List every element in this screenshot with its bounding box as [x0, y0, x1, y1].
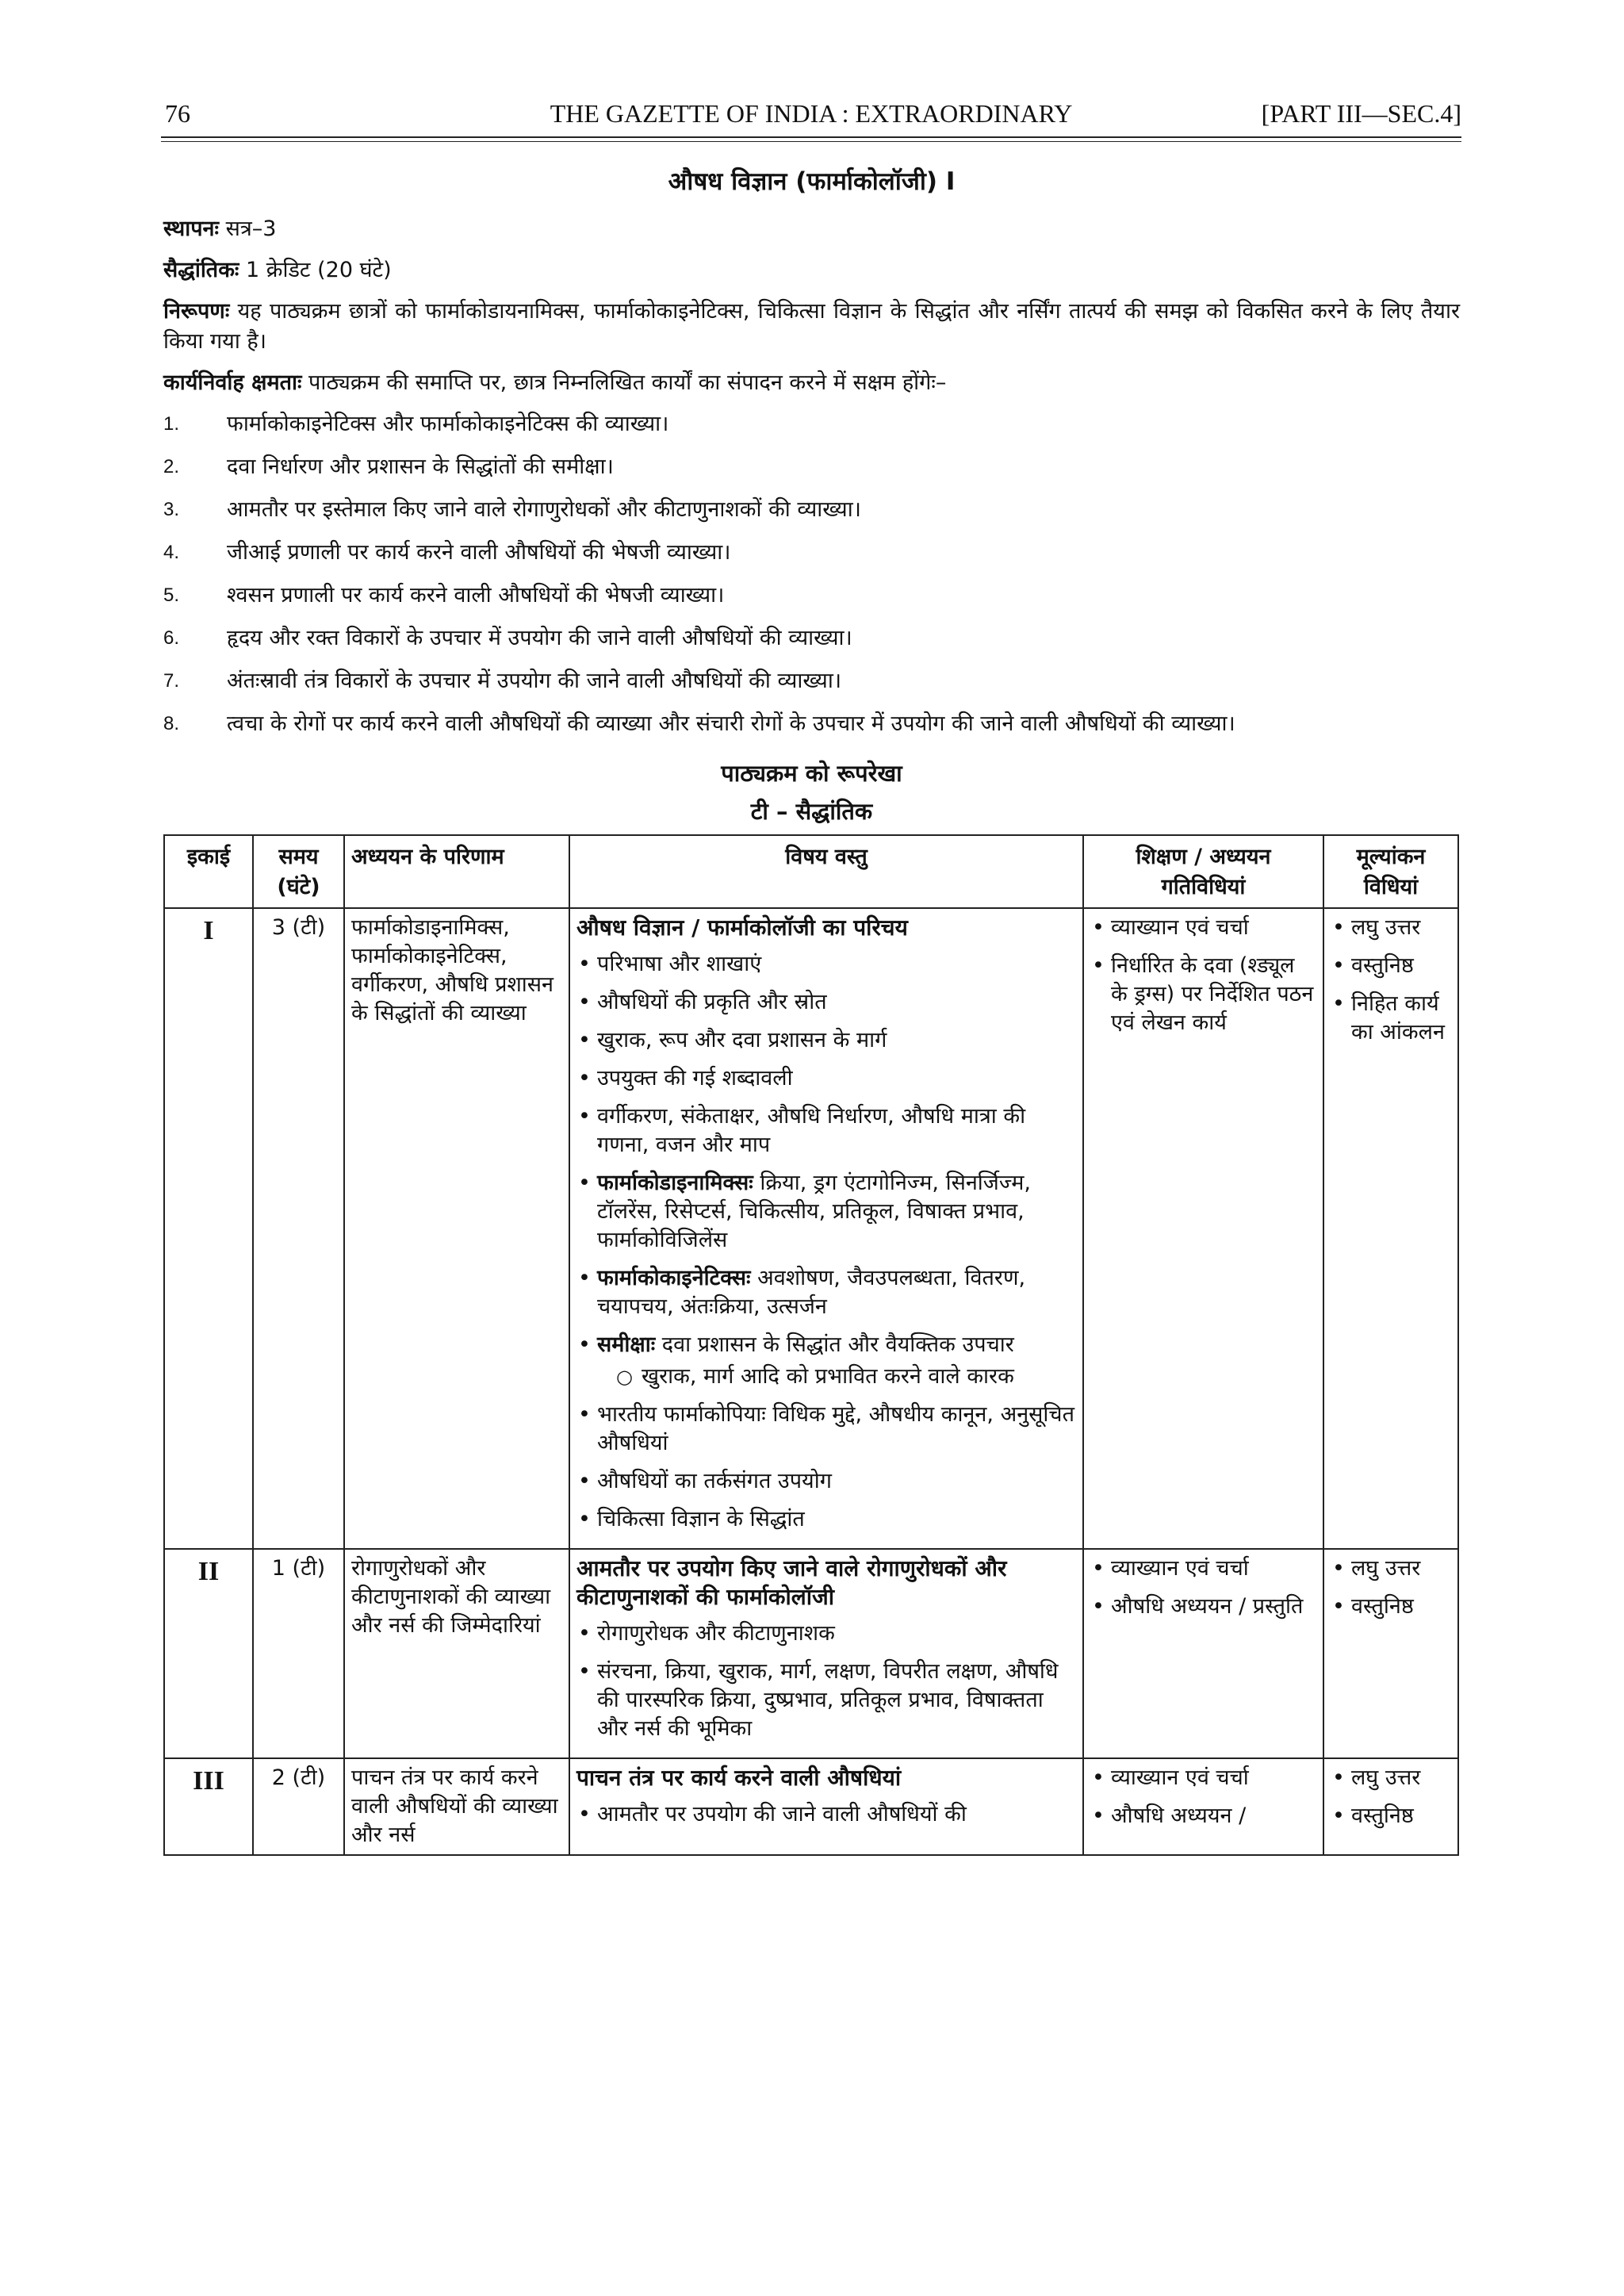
list-item: [163, 666, 1460, 696]
activities-list: [1090, 1764, 1316, 1830]
description-label: निरूपणः: [163, 299, 230, 324]
list-item: • वस्तुनिष्ठ: [1331, 1593, 1451, 1621]
list-item: • व्याख्यान एवं चर्चा: [1090, 1554, 1316, 1583]
item-number: 5.: [163, 585, 180, 606]
competency-label: कार्यनिर्वाह क्षमताः: [163, 370, 302, 395]
description-paragraph: [163, 297, 1460, 357]
header-assessment: मूल्यांकन विधियां: [1323, 835, 1458, 908]
header-content: विषय वस्तु: [569, 835, 1083, 908]
list-item: • लघु उत्तर: [1331, 1764, 1451, 1792]
list-item: • औषधि अध्ययन / प्रस्तुति: [1090, 1593, 1316, 1621]
list-item: [163, 452, 1460, 482]
assessment-cell: [1323, 1549, 1458, 1758]
item-text: श्वसन प्रणाली पर कार्य करने वाली औषधियों की भेषजी व्याख्या।: [227, 583, 725, 608]
outcome-cell: रोगाणुरोधकों और कीटाणुनाशकों की व्याख्या और नर्स की जिम्मेदारियां: [344, 1549, 569, 1758]
list-item: • चिकित्सा विज्ञान के सिद्धांत: [576, 1505, 1076, 1534]
outline-title: पाठ्यक्रम को रूपरेखा: [721, 760, 902, 787]
list-item: [163, 709, 1460, 739]
part-section: [PART III—SEC.4]: [1261, 99, 1461, 128]
list-item: [163, 495, 1460, 525]
content-cell: [569, 1758, 1083, 1855]
assessment-list: [1331, 1554, 1451, 1621]
list-item: • औषधि अध्ययन /: [1090, 1802, 1316, 1830]
content-title: औषध विज्ञान / फार्माकोलॉजी का परिचय: [576, 914, 908, 941]
item-text: जीआई प्रणाली पर कार्य करने वाली औषधियों की भेषजी व्याख्या।: [227, 540, 731, 565]
course-title: औषध विज्ञान (फार्माकोलॉजी) I: [668, 167, 956, 196]
table-row: [164, 908, 1458, 1549]
outcome-cell: पाचन तंत्र पर कार्य करने वाली औषधियों की व्याख्या और नर्स: [344, 1758, 569, 1855]
table-row: [164, 1549, 1458, 1758]
outcomes-list: [163, 409, 1460, 739]
list-item: [163, 623, 1460, 654]
item-number: 1.: [163, 413, 180, 435]
competency-text: पाठ्यक्रम की समाप्ति पर, छात्र निम्नलिखित कार्यों का संपादन करने में सक्षम होंगेः–: [308, 370, 947, 395]
assessment-list: [1331, 914, 1451, 1047]
list-item: • खुराक, रूप और दवा प्रशासन के मार्ग: [576, 1026, 1076, 1055]
list-item: • लघु उत्तर: [1331, 914, 1451, 942]
page-number: 76: [165, 99, 190, 128]
header-activities: शिक्षण / अध्ययन गतिविधियां: [1083, 835, 1323, 908]
item-text: फार्माकोकाइनेटिक्स और फार्माकोकाइनेटिक्स की व्याख्या।: [227, 412, 669, 436]
content-list: [576, 1800, 1076, 1829]
list-item: • व्याख्यान एवं चर्चा: [1090, 1764, 1316, 1792]
sub-list-item: ○ खुराक, मार्ग आदि को प्रभावित करने वाले कारक: [615, 1363, 1076, 1391]
list-item: • वस्तुनिष्ठ: [1331, 1802, 1451, 1830]
assessment-list: [1331, 1764, 1451, 1830]
header-rule: [161, 136, 1461, 138]
list-item: [163, 538, 1460, 568]
activities-cell: [1083, 1549, 1323, 1758]
header-rule-thin: [161, 141, 1461, 142]
outcome-cell: फार्माकोडाइनामिक्स, फार्माकोकाइनेटिक्स, वर्गीकरण, औषधि प्रशासन के सिद्धांतों की व्याख्या: [344, 908, 569, 1549]
list-item: • संरचना, क्रिया, खुराक, मार्ग, लक्षण, विपरीत लक्षण, औषधि की पारस्परिक क्रिया, दुष्प्रभाव, प्रतिकूल प्रभाव, विषाक्तता और नर्स की भूमिका: [576, 1658, 1076, 1743]
list-item: • रोगाणुरोधक और कीटाणुनाशक: [576, 1619, 1076, 1648]
outline-subtitle: टी – सैद्धांतिक: [750, 798, 873, 825]
item-number: 3.: [163, 499, 180, 520]
time-cell: 1 (टी): [253, 1549, 344, 1758]
list-item: [576, 1264, 1076, 1321]
course-outline-table: [163, 834, 1459, 1856]
activities-cell: [1083, 1758, 1323, 1855]
assessment-cell: [1323, 908, 1458, 1549]
header-unit: इकाई: [164, 835, 253, 908]
item-text: हृदय और रक्त विकारों के उपचार में उपयोग की जाने वाली औषधियों की व्याख्या।: [227, 626, 852, 650]
list-item: • निहित कार्य का आंकलन: [1331, 990, 1451, 1047]
gazette-title: THE GAZETTE OF INDIA : EXTRAORDINARY: [550, 99, 1073, 128]
item-label: फार्माकोडाइनामिक्सः: [597, 1171, 753, 1195]
item-label: फार्माकोकाइनेटिक्सः: [597, 1266, 751, 1290]
placement-line: [163, 214, 1460, 244]
content-cell: [569, 1549, 1083, 1758]
theory-value: 1 क्रेडिट (20 घंटे): [246, 258, 392, 282]
sub-list: [615, 1363, 1076, 1391]
activities-list: [1090, 914, 1316, 1037]
theory-line: [163, 255, 1460, 286]
item-text: अंतःस्रावी तंत्र विकारों के उपचार में उपयोग की जाने वाली औषधियों की व्याख्या।: [227, 669, 842, 693]
competency-line: [163, 368, 1460, 398]
table-header-row: [164, 835, 1458, 908]
item-number: 4.: [163, 542, 180, 563]
list-item: • निर्धारित के दवा (श्ड्यूल के ड्रग्स) पर निर्देशित पठन एवं लेखन कार्य: [1090, 952, 1316, 1037]
time-cell: 2 (टी): [253, 1758, 344, 1855]
item-text: आमतौर पर इस्तेमाल किए जाने वाले रोगाणुरोधकों और कीटाणुनाशकों की व्याख्या।: [227, 497, 861, 522]
list-item: [163, 409, 1460, 439]
theory-label: सैद्धांतिकः: [163, 258, 239, 282]
list-item: • लघु उत्तर: [1331, 1554, 1451, 1583]
list-item: • परिभाषा और शाखाएं: [576, 950, 1076, 979]
content-list: [576, 950, 1076, 1534]
list-item: • व्याख्यान एवं चर्चा: [1090, 914, 1316, 942]
item-number: 7.: [163, 670, 180, 692]
activities-cell: [1083, 908, 1323, 1549]
item-number: 8.: [163, 713, 180, 734]
content-cell: [569, 908, 1083, 1549]
header-time: समय (घंटे): [253, 835, 344, 908]
assessment-cell: [1323, 1758, 1458, 1855]
list-item: • आमतौर पर उपयोग की जाने वाली औषधियों की: [576, 1800, 1076, 1829]
content-title: पाचन तंत्र पर कार्य करने वाली औषधियां: [576, 1765, 902, 1791]
content-title: आमतौर पर उपयोग किए जाने वाले रोगाणुरोधकों और कीटाणुनाशकों की फार्माकोलॉजी: [576, 1555, 1007, 1610]
content-list: [576, 1619, 1076, 1743]
gazette-header: [161, 99, 1461, 139]
document-body: [163, 167, 1460, 1856]
activities-list: [1090, 1554, 1316, 1621]
list-item: • भारतीय फार्माकोपियाः विधिक मुद्दे, औषधीय कानून, अनुसूचित औषधियां: [576, 1401, 1076, 1458]
item-text: दवा प्रशासन के सिद्धांत और वैयक्तिक उपचार: [661, 1332, 1014, 1357]
placement-label: स्थापनः: [163, 217, 219, 241]
list-item: • औषधियों का तर्कसंगत उपयोग: [576, 1467, 1076, 1496]
unit-cell: II: [164, 1549, 253, 1758]
list-item: [576, 1169, 1076, 1255]
list-item: [163, 581, 1460, 611]
placement-value: सत्र–3: [225, 217, 277, 241]
time-cell: 3 (टी): [253, 908, 344, 1549]
list-item: • वर्गीकरण, संकेताक्षर, औषधि निर्धारण, औषधि मात्रा की गणना, वजन और माप: [576, 1102, 1076, 1159]
header-outcome: अध्ययन के परिणाम: [344, 835, 569, 908]
unit-cell: I: [164, 908, 253, 1549]
item-number: 2.: [163, 456, 180, 477]
list-item: • औषधियों की प्रकृति और स्रोत: [576, 988, 1076, 1017]
item-text: अवशोषण, जैवउपलब्धता, वितरण, चयापचय, अंतःक्रिया, उत्सर्जन: [597, 1266, 1026, 1319]
list-item: [576, 1331, 1076, 1391]
list-item: • वस्तुनिष्ठ: [1331, 952, 1451, 980]
item-text: त्वचा के रोगों पर कार्य करने वाली औषधियों की व्याख्या और संचारी रोगों के उपचार में उपयोग की जाने वाली औषधियों की व्याख्या।: [227, 711, 1235, 736]
table-row: [164, 1758, 1458, 1855]
item-number: 6.: [163, 627, 180, 649]
item-label: समीक्षाः: [597, 1332, 656, 1357]
unit-cell: III: [164, 1758, 253, 1855]
item-text: दवा निर्धारण और प्रशासन के सिद्धांतों की समीक्षा।: [227, 454, 614, 479]
item-text: क्रिया, ड्रग एंटागोनिज्म, सिनर्जिज्म, टॉलरेंस, रिसेप्टर्स, चिकित्सीय, प्रतिकूल, विषाक्त प्रभाव, फार्माकोविजिलेंस: [597, 1171, 1032, 1252]
list-item: • उपयुक्त की गई शब्दावली: [576, 1064, 1076, 1093]
description-text: यह पाठ्यक्रम छात्रों को फार्माकोडायनामिक्स, फार्माकोकाइनेटिक्स, चिकित्सा विज्ञान के सिद्धांत और नर्सिंग तात्पर्य की समझ को विकसित करने के लिए तैयार किया गया है।: [163, 299, 1460, 354]
